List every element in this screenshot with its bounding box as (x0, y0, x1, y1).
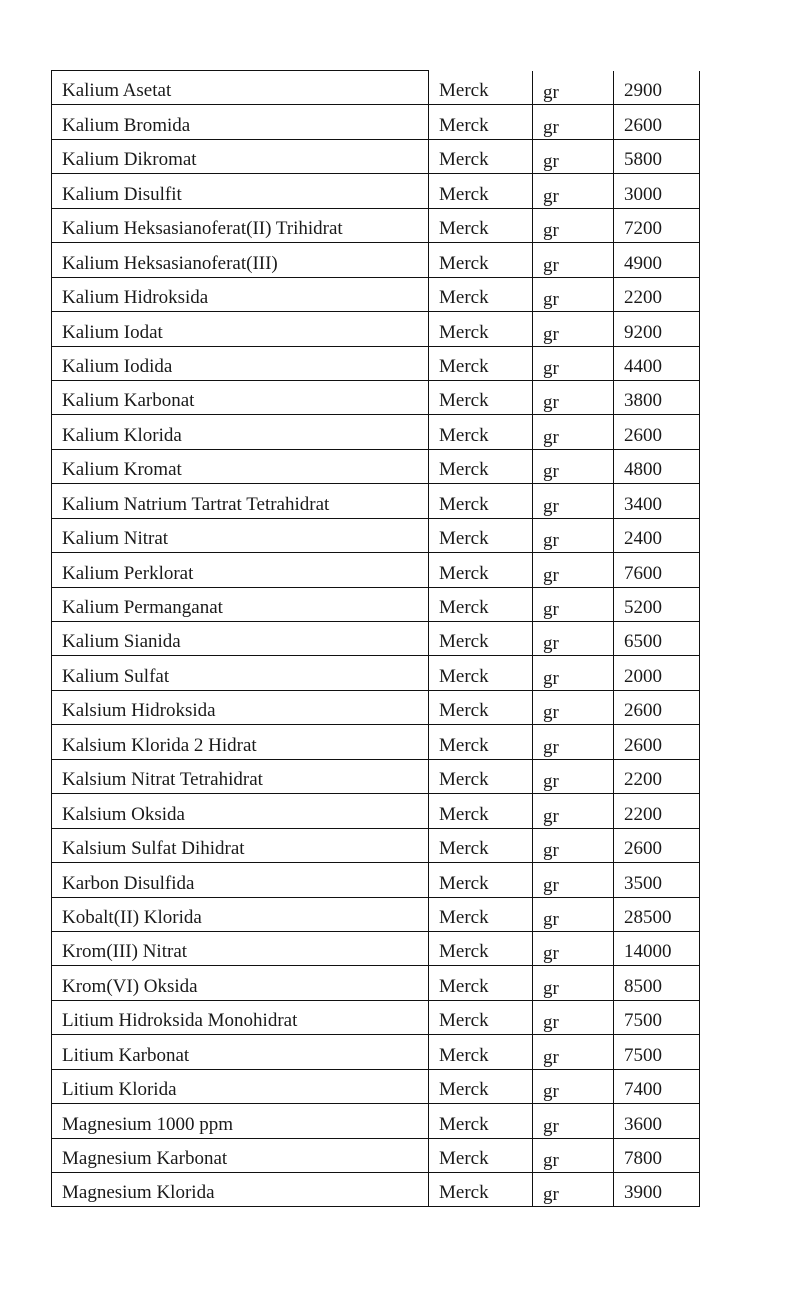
price-cell: 7600 (614, 553, 700, 587)
unit-cell: gr (533, 931, 614, 965)
unit-cell: gr (533, 794, 614, 828)
chemical-name-cell: Kalium Nitrat (52, 518, 429, 552)
price-cell: 7500 (614, 1000, 700, 1034)
unit-cell: gr (533, 105, 614, 139)
chemical-name-cell: Kalium Klorida (52, 415, 429, 449)
unit-cell: gr (533, 690, 614, 724)
price-cell: 2200 (614, 794, 700, 828)
table-row (52, 1138, 700, 1172)
brand-cell: Merck (429, 174, 533, 208)
table-row (52, 484, 700, 518)
table-row (52, 656, 700, 690)
chemical-name-cell: Litium Klorida (52, 1069, 429, 1103)
unit-cell: gr (533, 346, 614, 380)
price-cell: 2600 (614, 828, 700, 862)
table-row (52, 966, 700, 1000)
unit-cell: gr (533, 174, 614, 208)
table-row (52, 828, 700, 862)
brand-cell: Merck (429, 1069, 533, 1103)
brand-cell: Merck (429, 553, 533, 587)
price-cell: 2600 (614, 105, 700, 139)
chemical-name-cell: Litium Hidroksida Monohidrat (52, 1000, 429, 1034)
brand-cell: Merck (429, 449, 533, 483)
unit-cell: gr (533, 312, 614, 346)
table-row (52, 174, 700, 208)
chemical-name-cell: Kalium Sianida (52, 622, 429, 656)
brand-cell: Merck (429, 1138, 533, 1172)
brand-cell: Merck (429, 1035, 533, 1069)
unit-cell: gr (533, 622, 614, 656)
price-cell: 7400 (614, 1069, 700, 1103)
table-row (52, 518, 700, 552)
table-row (52, 863, 700, 897)
price-cell: 4800 (614, 449, 700, 483)
brand-cell: Merck (429, 312, 533, 346)
chemical-name-cell: Kalium Iodida (52, 346, 429, 380)
brand-cell: Merck (429, 243, 533, 277)
table-row (52, 415, 700, 449)
chemical-name-cell: Magnesium Karbonat (52, 1138, 429, 1172)
unit-cell: gr (533, 484, 614, 518)
table-row (52, 380, 700, 414)
table-row (52, 1069, 700, 1103)
unit-cell: gr (533, 1104, 614, 1138)
price-cell: 28500 (614, 897, 700, 931)
unit-cell: gr (533, 966, 614, 1000)
brand-cell: Merck (429, 105, 533, 139)
chemical-name-cell: Magnesium Klorida (52, 1173, 429, 1207)
brand-cell: Merck (429, 622, 533, 656)
unit-cell: gr (533, 828, 614, 862)
brand-cell: Merck (429, 346, 533, 380)
chemical-name-cell: Litium Karbonat (52, 1035, 429, 1069)
chemical-name-cell: Kalsium Klorida 2 Hidrat (52, 725, 429, 759)
table-row (52, 1104, 700, 1138)
price-cell: 3800 (614, 380, 700, 414)
chemical-name-cell: Kalium Natrium Tartrat Tetrahidrat (52, 484, 429, 518)
price-cell: 5200 (614, 587, 700, 621)
unit-cell: gr (533, 863, 614, 897)
brand-cell: Merck (429, 1173, 533, 1207)
brand-cell: Merck (429, 208, 533, 242)
brand-cell: Merck (429, 380, 533, 414)
unit-cell: gr (533, 380, 614, 414)
brand-cell: Merck (429, 931, 533, 965)
brand-cell: Merck (429, 725, 533, 759)
brand-cell: Merck (429, 71, 533, 105)
chemical-name-cell: Kalium Bromida (52, 105, 429, 139)
brand-cell: Merck (429, 759, 533, 793)
unit-cell: gr (533, 449, 614, 483)
chemical-name-cell: Kalium Sulfat (52, 656, 429, 690)
unit-cell: gr (533, 1000, 614, 1034)
unit-cell: gr (533, 277, 614, 311)
price-cell: 4400 (614, 346, 700, 380)
table-row (52, 725, 700, 759)
table-row (52, 931, 700, 965)
table-row (52, 897, 700, 931)
unit-cell: gr (533, 518, 614, 552)
chemical-name-cell: Kalium Disulfit (52, 174, 429, 208)
table-row (52, 312, 700, 346)
chemical-name-cell: Magnesium 1000 ppm (52, 1104, 429, 1138)
unit-cell: gr (533, 656, 614, 690)
price-cell: 2600 (614, 725, 700, 759)
unit-cell: gr (533, 759, 614, 793)
brand-cell: Merck (429, 587, 533, 621)
price-cell: 3400 (614, 484, 700, 518)
unit-cell: gr (533, 1035, 614, 1069)
brand-cell: Merck (429, 1104, 533, 1138)
brand-cell: Merck (429, 828, 533, 862)
unit-cell: gr (533, 587, 614, 621)
chemical-name-cell: Kalium Heksasianoferat(III) (52, 243, 429, 277)
price-cell: 6500 (614, 622, 700, 656)
unit-cell: gr (533, 1138, 614, 1172)
price-cell: 14000 (614, 931, 700, 965)
price-cell: 4900 (614, 243, 700, 277)
table-body (52, 71, 700, 1207)
unit-cell: gr (533, 415, 614, 449)
unit-cell: gr (533, 208, 614, 242)
chemical-name-cell: Kalsium Sulfat Dihidrat (52, 828, 429, 862)
chemical-name-cell: Krom(III) Nitrat (52, 931, 429, 965)
price-cell: 2200 (614, 277, 700, 311)
price-cell: 9200 (614, 312, 700, 346)
brand-cell: Merck (429, 277, 533, 311)
unit-cell: gr (533, 139, 614, 173)
price-cell: 3000 (614, 174, 700, 208)
table-row (52, 587, 700, 621)
price-cell: 2600 (614, 690, 700, 724)
price-cell: 3500 (614, 863, 700, 897)
chemical-name-cell: Kalium Asetat (52, 71, 429, 105)
brand-cell: Merck (429, 484, 533, 518)
price-cell: 3600 (614, 1104, 700, 1138)
chemical-name-cell: Kalium Iodat (52, 312, 429, 346)
chemical-price-table (51, 70, 700, 1207)
unit-cell: gr (533, 553, 614, 587)
price-cell: 7200 (614, 208, 700, 242)
price-cell: 3900 (614, 1173, 700, 1207)
brand-cell: Merck (429, 139, 533, 173)
price-cell: 7500 (614, 1035, 700, 1069)
price-cell: 8500 (614, 966, 700, 1000)
unit-cell: gr (533, 1173, 614, 1207)
chemical-name-cell: Kobalt(II) Klorida (52, 897, 429, 931)
unit-cell: gr (533, 243, 614, 277)
chemical-name-cell: Kalium Kromat (52, 449, 429, 483)
brand-cell: Merck (429, 518, 533, 552)
price-cell: 5800 (614, 139, 700, 173)
table-row (52, 277, 700, 311)
unit-cell: gr (533, 71, 614, 105)
table-row (52, 71, 700, 105)
brand-cell: Merck (429, 415, 533, 449)
table-row (52, 1035, 700, 1069)
chemical-name-cell: Krom(VI) Oksida (52, 966, 429, 1000)
table-row (52, 553, 700, 587)
table-row (52, 346, 700, 380)
price-cell: 7800 (614, 1138, 700, 1172)
table-row (52, 1000, 700, 1034)
brand-cell: Merck (429, 690, 533, 724)
chemical-name-cell: Kalium Heksasianoferat(II) Trihidrat (52, 208, 429, 242)
chemical-name-cell: Kalium Hidroksida (52, 277, 429, 311)
table-row (52, 208, 700, 242)
price-cell: 2000 (614, 656, 700, 690)
chemical-name-cell: Kalium Perklorat (52, 553, 429, 587)
chemical-name-cell: Kalium Permanganat (52, 587, 429, 621)
brand-cell: Merck (429, 656, 533, 690)
unit-cell: gr (533, 1069, 614, 1103)
table-row (52, 139, 700, 173)
unit-cell: gr (533, 725, 614, 759)
chemical-name-cell: Kalium Dikromat (52, 139, 429, 173)
price-cell: 2600 (614, 415, 700, 449)
brand-cell: Merck (429, 794, 533, 828)
table-row (52, 1173, 700, 1207)
table-row (52, 622, 700, 656)
price-cell: 2400 (614, 518, 700, 552)
table-row (52, 690, 700, 724)
brand-cell: Merck (429, 863, 533, 897)
chemical-name-cell: Kalsium Nitrat Tetrahidrat (52, 759, 429, 793)
brand-cell: Merck (429, 1000, 533, 1034)
table-row (52, 105, 700, 139)
chemical-name-cell: Karbon Disulfida (52, 863, 429, 897)
price-cell: 2900 (614, 71, 700, 105)
table-row (52, 243, 700, 277)
chemical-name-cell: Kalsium Oksida (52, 794, 429, 828)
table-row (52, 794, 700, 828)
price-cell: 2200 (614, 759, 700, 793)
chemical-name-cell: Kalium Karbonat (52, 380, 429, 414)
table-row (52, 759, 700, 793)
brand-cell: Merck (429, 966, 533, 1000)
chemical-name-cell: Kalsium Hidroksida (52, 690, 429, 724)
unit-cell: gr (533, 897, 614, 931)
brand-cell: Merck (429, 897, 533, 931)
table-row (52, 449, 700, 483)
